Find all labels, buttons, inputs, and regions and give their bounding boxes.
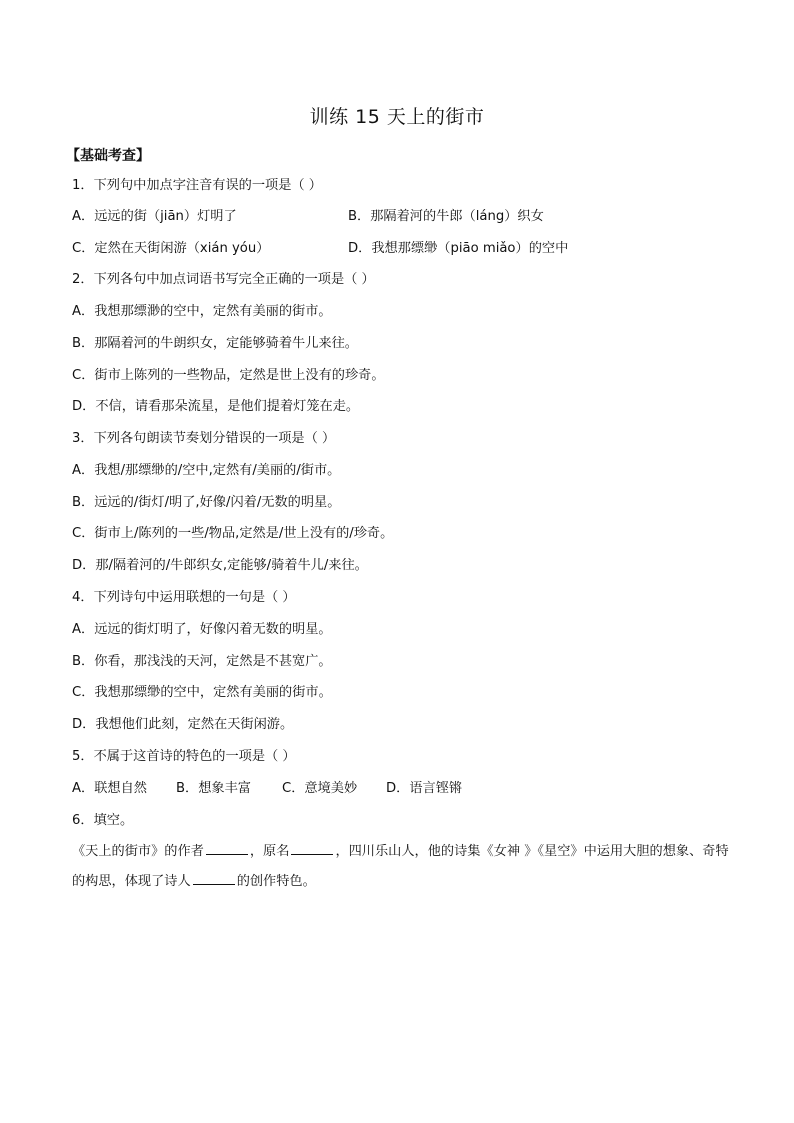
question-4-option-c: C．我想那缥缈的空中，定然有美丽的街市。 xyxy=(72,685,332,700)
blank-original-name xyxy=(291,840,333,855)
question-4-option-d: D．我想他们此刻，定然在天街闲游。 xyxy=(72,717,294,732)
question-4-option-a: A．远远的街灯明了，好像闪着无数的明星。 xyxy=(72,622,332,637)
question-2-option-b: B．那隔着河的牛朗织女，定能够骑着牛儿来往。 xyxy=(72,336,358,351)
question-1-option-c: C．定然在天街闲游（xián yóu） xyxy=(72,241,270,256)
question-5-stem: 5．不属于这首诗的特色的一项是（ ） xyxy=(72,749,296,764)
fill-text-part-3: ，四川乐山人，他的诗集《女神 》《星空》中运用大胆的想象、奇特的构思，体现了诗人 xyxy=(72,844,729,889)
question-4-stem: 4．下列诗句中运用联想的一句是（ ） xyxy=(72,590,296,605)
question-5-options xyxy=(72,779,462,799)
question-6-fill-paragraph xyxy=(72,837,736,897)
question-1-option-d: D．我想那缥缈（piāo miǎo）的空中 xyxy=(348,241,569,256)
question-3-stem: 3．下列各句朗读节奏划分错误的一项是（ ） xyxy=(72,431,336,446)
question-1-option-b: B．那隔着河的牛郎（láng）织女 xyxy=(348,209,544,224)
blank-style xyxy=(193,870,235,885)
question-5-option-d: D．语言铿锵 xyxy=(386,781,463,796)
fill-text-part-2: ，原名 xyxy=(249,844,290,859)
question-2-stem: 2．下列各句中加点词语书写完全正确的一项是（ ） xyxy=(72,272,375,287)
question-3-option-c: C．街市上/陈列的一些/物品,定然是/世上没有的/珍奇。 xyxy=(72,526,394,541)
page-title: 训练 15 天上的街市 xyxy=(309,106,485,128)
question-3-option-d: D．那/隔着河的/牛郎织女,定能够/骑着牛儿/来往。 xyxy=(72,558,368,573)
question-4-option-b: B．你看，那浅浅的天河，定然是不甚宽广。 xyxy=(72,654,332,669)
question-2-option-a: A．我想那缥渺的空中，定然有美丽的街市。 xyxy=(72,304,332,319)
section-heading: 【基础考查】 xyxy=(66,148,150,164)
question-5-option-a: A．联想自然 xyxy=(72,781,147,796)
question-5-option-b: B．想象丰富 xyxy=(176,781,251,796)
question-6-stem: 6．填空。 xyxy=(72,813,134,828)
blank-author xyxy=(206,840,248,855)
question-3-option-a: A．我想/那缥缈的/空中,定然有/美丽的/街市。 xyxy=(72,463,341,478)
fill-text-part-4: 的创作特色。 xyxy=(236,874,316,889)
question-3-option-b: B．远远的/街灯/明了,好像/闪着/无数的明星。 xyxy=(72,495,341,510)
question-2-option-d: D．不信，请看那朵流星，是他们提着灯笼在走。 xyxy=(72,399,360,414)
question-2-option-c: C．街市上陈列的一些物品，定然是世上没有的珍奇。 xyxy=(72,368,385,383)
question-1-option-a: A．远远的街（jiān）灯明了 xyxy=(72,209,237,224)
question-1-stem: 1．下列句中加点字注音有误的一项是（ ） xyxy=(72,178,322,193)
fill-text-part-1: 《天上的街市》的作者 xyxy=(72,844,204,859)
question-5-option-c: C．意境美妙 xyxy=(282,781,358,796)
